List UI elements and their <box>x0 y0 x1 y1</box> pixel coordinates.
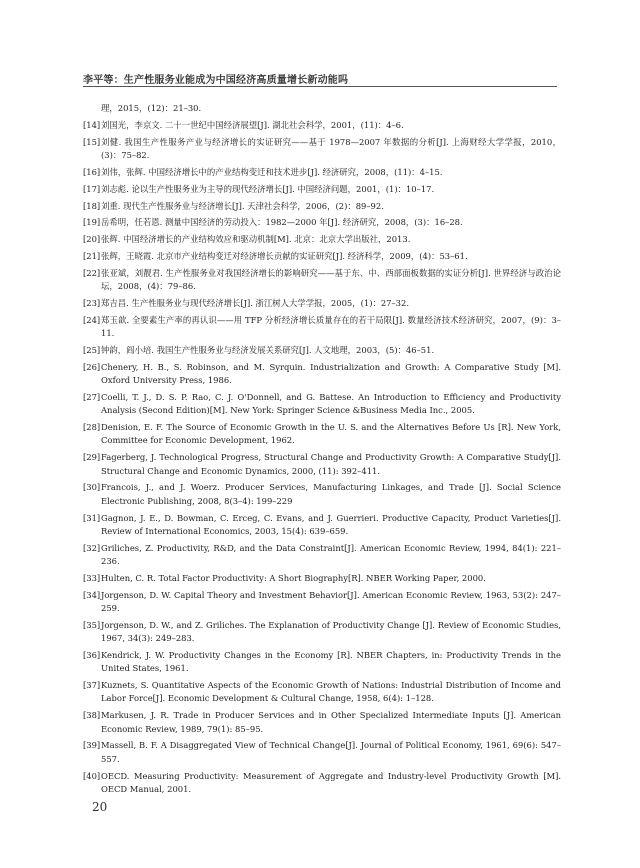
page-number: 20 <box>92 800 108 814</box>
reference-text: 郑玉歆. 全要素生产率的再认识——用 TFP 分析经济增长质量存在的若干局限[J]. 数量经济技术经济研究，2007，(9)：3–11. <box>101 314 561 339</box>
reference-continuation <box>83 102 561 115</box>
reference-text: Francois, J., and J. Woerz. Producer Services, Manufacturing Linkages, and Trade [J]. Social Science Electronic Publishing, 2008, 8(3–4): 199–229 <box>101 482 561 506</box>
reference-number: [30] <box>83 482 101 493</box>
reference-text: Denision, E. F. The Source of Economic Growth in the U. S. and the Alternatives Before Us [R]. New York, Committee for Economic Development, 1962. <box>101 422 561 446</box>
reference-entry <box>83 391 561 418</box>
reference-entry <box>83 512 561 539</box>
reference-entry <box>83 119 561 132</box>
reference-text: Hulten, C. R. Total Factor Productivity: A Short Biography[R]. NBER Working Paper, 2000. <box>101 572 486 583</box>
reference-entry <box>83 542 561 569</box>
reference-entry <box>83 344 561 357</box>
reference-number: [35] <box>83 619 101 630</box>
reference-number: [16] <box>83 166 101 177</box>
reference-entry <box>83 770 561 797</box>
reference-text: Gagnon, J. E., D. Bowman, C. Erceg, C. Evans, and J. Guerrieri. Productive Capacity, Product Varieties[J]. Review of International Economics, 2003, 15(4): 639–659. <box>101 512 561 536</box>
reference-text: 张辉. 中国经济增长的产业结构效应和驱动机制[M]. 北京：北京大学出版社，2013. <box>101 234 411 245</box>
reference-number: [22] <box>83 267 101 278</box>
reference-text: 郑吉昌. 生产性服务业与现代经济增长[J]. 浙江树人大学学报，2005，(1)：27–32. <box>101 298 410 309</box>
reference-number: [31] <box>83 512 101 523</box>
reference-entry <box>83 451 561 478</box>
reference-text: OECD. Measuring Productivity: Measurement of Aggregate and Industry-level Productivity Growth [M]. OECD Manual, 2001. <box>101 770 561 794</box>
reference-text: 岳希明，任若恩. 测量中国经济的劳动投入：1982—2000 年[J]. 经济研究，2008，(3)：16–28. <box>101 217 463 228</box>
reference-number: [40] <box>83 770 101 781</box>
reference-entry <box>83 421 561 448</box>
reference-text: 张辉，王晓霞. 北京市产业结构变迁对经济增长贡献的实证研究[J]. 经济科学，2009，(4)：53–61. <box>101 251 468 262</box>
reference-entry <box>83 361 561 388</box>
reference-text: Kuznets, S. Quantitative Aspects of the Economic Growth of Nations: Industrial Distribution of Income and Labor Force[J]. Economic Development & Cultural Change, 1958, 6(4): 1–128. <box>101 680 561 704</box>
reference-entry <box>83 679 561 706</box>
reference-entry <box>83 136 561 163</box>
reference-text: 刘伟，张辉. 中国经济增长中的产业结构变迁和技术进步[J]. 经济研究，2008，(11)：4–15. <box>101 166 443 177</box>
reference-entry <box>83 267 561 294</box>
reference-number: [20] <box>83 234 101 245</box>
reference-number: [21] <box>83 251 101 262</box>
reference-text: Fagerberg, J. Technological Progress, Structural Change and Productivity Growth: A Comparative Study[J]. Structural Change and Economic Dynamics, 2000, (11): 392–411. <box>101 452 561 476</box>
reference-number: [24] <box>83 314 101 325</box>
reference-entries <box>83 119 561 796</box>
reference-number: [37] <box>83 680 101 691</box>
reference-text: Markusen, J. R. Trade in Producer Services and in Other Specialized Intermediate Inputs [J]. American Economic Review, 1989, 79(1): 85–95. <box>101 710 561 734</box>
reference-text: 张亚斌，刘靓君. 生产性服务业对我国经济增长的影响研究——基于东、中、西部面板数据的实证分析[J]. 世界经济与政治论坛，2008，(4)：79–86. <box>101 267 561 292</box>
reference-entry <box>83 572 561 585</box>
reference-number: [17] <box>83 183 101 194</box>
reference-number: [19] <box>83 217 101 228</box>
reference-number: [18] <box>83 200 101 211</box>
reference-entry <box>83 250 561 263</box>
reference-text: Coelli, T. J., D. S. P. Rao, C. J. O'Donnell, and G. Battese. An Introduction to Efficiency and Productivity Analysis (Second Edition)[M]. New York: Springer Science &Business Media Inc., 2005. <box>101 392 561 416</box>
header-rule <box>83 86 557 87</box>
reference-entry <box>83 649 561 676</box>
reference-entry <box>83 589 561 616</box>
reference-number: [26] <box>83 361 101 372</box>
reference-text: Griliches, Z. Productivity, R&D, and the Data Constraint[J]. American Economic Review, 1994, 84(1): 221–236. <box>101 542 561 566</box>
reference-number: [34] <box>83 589 101 600</box>
reference-text: Massell, B. F. A Disaggregated View of Technical Change[J]. Journal of Political Economy, 1961, 69(6): 547–557. <box>101 740 561 764</box>
reference-text: Kendrick, J. W. Productivity Changes in the Economy [R]. NBER Chapters, in: Productivity Trends in the United States, 1961. <box>101 649 561 674</box>
reference-number: [33] <box>83 572 101 583</box>
reference-number: [15] <box>83 136 101 147</box>
reference-entry <box>83 739 561 766</box>
reference-text: 刘志彪. 论以生产性服务业为主导的现代经济增长[J]. 中国经济问题，2001，(1)：10–17. <box>101 183 435 194</box>
reference-number: [38] <box>83 710 101 721</box>
reference-entry <box>83 481 561 508</box>
reference-entry <box>83 314 561 341</box>
reference-entry <box>83 166 561 179</box>
running-title: 李平等：生产性服务业能成为中国经济高质量增长新动能吗 <box>83 75 349 86</box>
reference-number: [32] <box>83 542 101 553</box>
reference-entry <box>83 200 561 213</box>
reference-number: [39] <box>83 740 101 751</box>
reference-entry <box>83 183 561 196</box>
reference-entry <box>83 619 561 646</box>
reference-number: [23] <box>83 298 101 309</box>
reference-number: [29] <box>83 452 101 463</box>
reference-text: 刘重. 现代生产性服务业与经济增长[J]. 天津社会科学，2006，(2)：89–92. <box>101 200 384 211</box>
reference-number: [14] <box>83 119 101 130</box>
reference-entry <box>83 709 561 736</box>
reference-text: Chenery, H. B., S. Robinson, and M. Syrquin. Industrialization and Growth: A Comparative Study [M]. Oxford University Press, 1986. <box>101 361 561 386</box>
reference-text: Jorgenson, D. W., and Z. Griliches. The Explanation of Productivity Change [J]. Review of Economic Studies, 1967, 34(3): 249–283. <box>101 619 561 644</box>
reference-entry <box>83 297 561 310</box>
reference-number: [27] <box>83 392 101 402</box>
reference-text: Jorgenson, D. W. Capital Theory and Investment Behavior[J]. American Economic Review, 1963, 53(2): 247–259. <box>101 589 561 613</box>
reference-text: 刘国光，李京文. 二十一世纪中国经济展望[J]. 湖北社会科学，2001，(11)：4–6. <box>101 119 404 130</box>
reference-number: [36] <box>83 649 101 660</box>
reference-continuation-text: 理，2015，(12)：21–30. <box>101 103 202 113</box>
reference-number: [28] <box>83 422 101 433</box>
reference-text: 钟韵，阎小培. 我国生产性服务业与经济发展关系研究[J]. 人文地理，2003，(5)：46–51. <box>101 345 435 356</box>
reference-entry <box>83 233 561 246</box>
reference-entry <box>83 216 561 229</box>
reference-text: 刘健. 我国生产性服务产业与经济增长的实证研究——基于 1978—2007 年数据的分析[J]. 上海财经大学学报，2010，(3)：75–82. <box>101 136 561 160</box>
reference-list <box>83 102 561 800</box>
reference-number: [25] <box>83 345 101 356</box>
